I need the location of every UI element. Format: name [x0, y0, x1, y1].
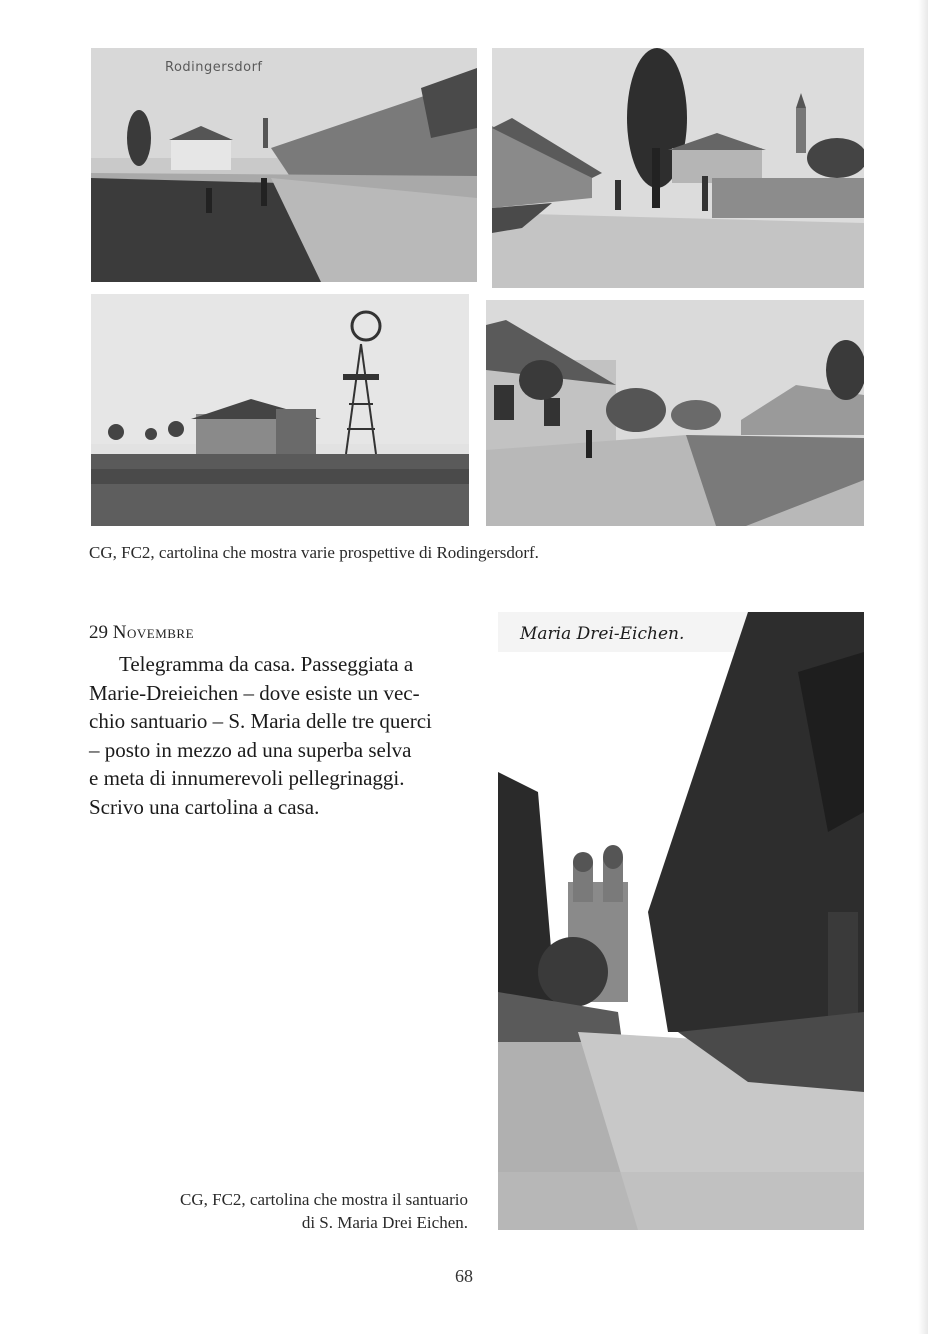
postcard-title-rodingersdorf: Rodingersdorf — [165, 60, 263, 75]
entry-line: – posto in mezzo ad una superba selva — [89, 737, 412, 762]
photo-maria-drei-eichen — [498, 612, 864, 1230]
photo-villa-windmill — [91, 294, 469, 526]
entry-date — [89, 622, 194, 644]
entry-line: Scrivo una cartolina a casa. — [89, 794, 320, 819]
caption-right-line: di S. Maria Drei Eichen. — [301, 1213, 468, 1232]
entry-line: Telegramma da casa. Passeggiata a — [119, 652, 414, 676]
caption-right-postcard — [80, 1188, 468, 1234]
caption-top-collage: CG, FC2, cartolina che mostra varie prospettive di Rodingersdorf. — [89, 543, 539, 562]
photo-rodingersdorf-street — [91, 48, 477, 282]
entry-date-month: Novembre — [112, 622, 195, 643]
page-number: 68 — [455, 1266, 473, 1286]
entry-line: chio santuario – S. Maria delle tre querci — [89, 709, 432, 734]
caption-right-line: CG, FC2, cartolina che mostra il santuario — [180, 1190, 468, 1209]
entry-body — [89, 650, 469, 822]
page-edge-shadow — [918, 0, 928, 1334]
entry-line: e meta di innumerevoli pellegrinaggi. — [89, 766, 405, 791]
photo-street-church — [492, 48, 864, 288]
entry-date-day: 29 — [89, 622, 108, 643]
entry-line: Marie-Dreieichen – dove esiste un vec- — [89, 680, 420, 705]
postcard-title-maria-drei-eichen: Maria Drei-Eichen. — [520, 624, 685, 644]
photo-village-road — [486, 300, 864, 526]
